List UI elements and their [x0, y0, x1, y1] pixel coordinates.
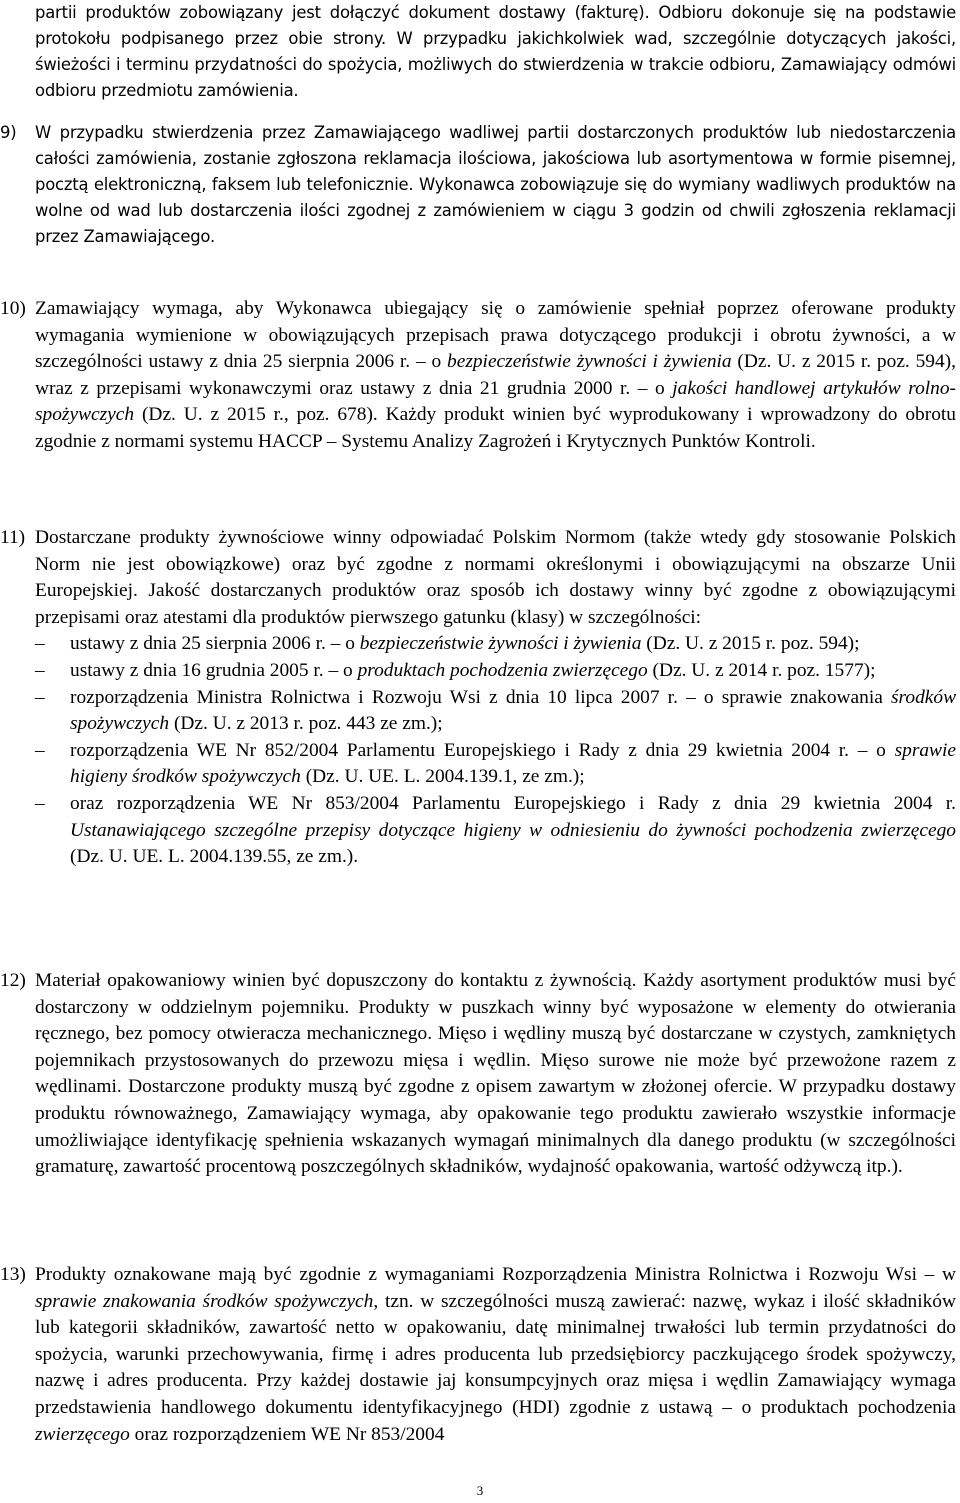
page-number: 3	[476, 1483, 484, 1498]
act-title: sprawie higieny środków spożywczych	[70, 739, 956, 788]
item-text	[35, 525, 956, 871]
text-segment: (Dz. U. UE. L. 2004.139.1, ze zm.);	[300, 766, 585, 788]
item-number: 12)	[0, 970, 26, 991]
regulation-item	[35, 738, 956, 791]
item-text	[35, 296, 956, 456]
item-text: Materiał opakowaniowy winien być dopuszczony do kontaktu z żywnością. Każdy asortyment produktów musi być dostarczony w oddzielnym pojemniku. Produkty w puszkach winny być wyposażone w elementy do otwierania ręcznego, bez pomocy otwieracza mechanicznego. Mięso i wędliny muszą być dostarczane w czystych, zamkniętych pojemnikach przystosowanych do przewozu mięsa i wędlin. Mięso surowe nie może być przewożone razem z wędlinami. Dostarczone produkty muszą być zgodne z opisem zawartym w złożonej ofercie. W przypadku dostawy produktu równoważnego, Zamawiający wymaga, aby opakowanie tego produktu zawierało wszystkie informacje umożliwiające identyfikację spełnienia wskazanych wymagań minimalnych dla danego produktu (w szczególności gramaturę, zawartość procentową poszczególnych składników, wydajność opakowania, wartość odżywczą itp.).	[35, 970, 956, 1178]
text-segment: oraz rozporządzeniem WE Nr 853/2004	[129, 1423, 445, 1445]
item-text: W przypadku stwierdzenia przez Zamawiającego wadliwej partii dostarczonych produktów lub niedostarczenia całości zamówienia, zostanie zgłoszona reklamacja ilościowa, jakościowa lub asortymentowa w formie pisemnej, pocztą elektroniczną, faksem lub telefonicznie. Wykonawca zobowiązuje się do wymiany wadliwych produktów na wolne od wad lub dostarczenia ilości zgodnej z zamówieniem w ciągu 3 godzin od chwili zgłoszenia reklamacji przez Zamawiającego.	[35, 123, 956, 246]
text-segment: (Dz. U. z 2015 r. poz. 594);	[641, 633, 860, 655]
dash-marker: –	[35, 686, 45, 708]
intro-text: partii produktów zobowiązany jest dołączyć dokument dostawy (fakturę). Odbioru dokonuje się na podstawie protokołu podpisanego przez obie strony. W przypadku jakichkolwiek wad, szczególnie dotyczących jakości, świeżości i terminu przydatności do spożycia, możliwych do stwierdzenia w trakcie odbioru, Zamawiający odmówi odbioru przedmiotu zamówienia.	[35, 3, 956, 100]
act-title: środków spożywczych	[70, 686, 956, 735]
act-title: bezpieczeństwie żywności i żywienia	[447, 351, 732, 373]
item-number: 13)	[0, 1264, 26, 1285]
dash-marker: –	[35, 792, 45, 814]
text-segment: , tzn. w szczególności muszą zawierać: nazwę, wykaz i ilość składników lub kategorii składników, zawartość netto w opakowaniu, datę minimalnej trwałości lub termin przydatności do spożycia, warunki przechowywania, firmę i adres producenta lub przedsiębiorcy paczkującego środek spożywczy, nazwę i adres producenta. Przy każdej dostawie jaj konsumpcyjnych oraz mięsa i wędlin Zamawiający wymaga przedstawienia handlowego dokumentu identyfikacyjnego (HDI) zgodnie z ustawą – o produktach pochodzenia	[35, 1290, 956, 1418]
regulation-item	[35, 631, 956, 658]
text-segment: oraz rozporządzenia WE Nr 853/2004 Parlamentu Europejskiego i Rady z dnia 29 kwietnia 2004 r.	[70, 792, 956, 814]
list-item-9	[0, 120, 956, 250]
act-title: jakości handlowej artykułów rolno-spożywczych	[35, 377, 957, 426]
text-segment: Produkty oznakowane mają być zgodnie z wymaganiami Rozporządzenia Ministra Rolnictwa i Rozwoju Wsi – w	[35, 1264, 956, 1285]
regulation-list	[35, 631, 956, 870]
item-intro: Dostarczane produkty żywnościowe winny odpowiadać Polskim Normom (także wtedy gdy stosowanie Polskich Norm nie jest obowiązkowe) oraz być zgodne z normami określonymi i obowiązującymi na obszarze Unii Europejskiej. Jakość dostarczanych produktów oraz sposób ich dostawy winny być zgodne z obowiązującymi przepisami oraz atestami dla produktów pierwszego gatunku (klasy) w szczególności:	[35, 527, 956, 628]
text-segment: ustawy z dnia 16 grudnia 2005 r. – o	[70, 659, 358, 681]
dash-marker: –	[35, 633, 45, 655]
list-item-13	[0, 1262, 956, 1448]
regulation-item	[35, 685, 956, 738]
text-segment: rozporządzenia Ministra Rolnictwa i Rozwoju Wsi z dnia 10 lipca 2007 r. – o sprawie znakowania	[70, 686, 891, 708]
regulation-item	[35, 791, 956, 871]
text-segment: (Dz. U. z 2015 r. poz. 594), wraz z przepisami wykonawczymi oraz ustawy z dnia 21 grudnia 2000 r. – o	[35, 351, 956, 399]
text-segment: (Dz. U. z 2014 r. poz. 1577);	[647, 659, 876, 681]
text-segment: rozporządzenia WE Nr 852/2004 Parlamentu Europejskiego i Rady z dnia 29 kwietnia 2004 r. – o	[70, 739, 895, 761]
act-title: Ustanawiającego szczególne przepisy dotyczące higieny w odniesieniu do żywności pochodzenia zwierzęcego	[70, 819, 956, 841]
intro-paragraph	[35, 0, 956, 104]
item-number: 11)	[0, 527, 26, 548]
act-title: sprawie znakowania środków spożywczych	[35, 1290, 374, 1312]
text-segment: (Dz. U. z 2015 r., poz. 678). Każdy produkt winien być wyprodukowany i wprowadzony do obrotu zgodnie z normami systemu HACCP – Systemu Analizy Zagrożeń i Krytycznych Punktów Kontroli.	[35, 404, 956, 452]
item-number: 9)	[0, 123, 17, 142]
act-title: bezpieczeństwie żywności i żywienia	[359, 633, 642, 655]
text-segment: ustawy z dnia 25 sierpnia 2006 r. – o	[70, 633, 360, 655]
list-item-12	[0, 968, 956, 1181]
dash-marker: –	[35, 739, 45, 761]
item-text	[35, 1262, 956, 1448]
list-item-10	[0, 296, 956, 456]
text-segment: Zamawiający wymaga, aby Wykonawca ubiegający się o zamówienie spełniał poprzez oferowane produkty wymagania wymienione w obowiązujących przepisach prawa dotyczącego produkcji i obrotu żywności, a w szczególności ustawy z dnia 25 sierpnia 2006 r. – o	[35, 298, 956, 373]
act-title: produktach pochodzenia zwierzęcego	[357, 659, 648, 681]
item-number: 10)	[0, 298, 26, 319]
act-title: zwierzęcego	[35, 1423, 130, 1445]
list-item-11	[0, 525, 956, 871]
text-segment: (Dz. U. UE. L. 2004.139.55, ze zm.).	[70, 846, 359, 868]
text-segment: (Dz. U. z 2013 r. poz. 443 ze zm.);	[169, 713, 443, 735]
regulation-item	[35, 658, 956, 685]
dash-marker: –	[35, 659, 45, 681]
